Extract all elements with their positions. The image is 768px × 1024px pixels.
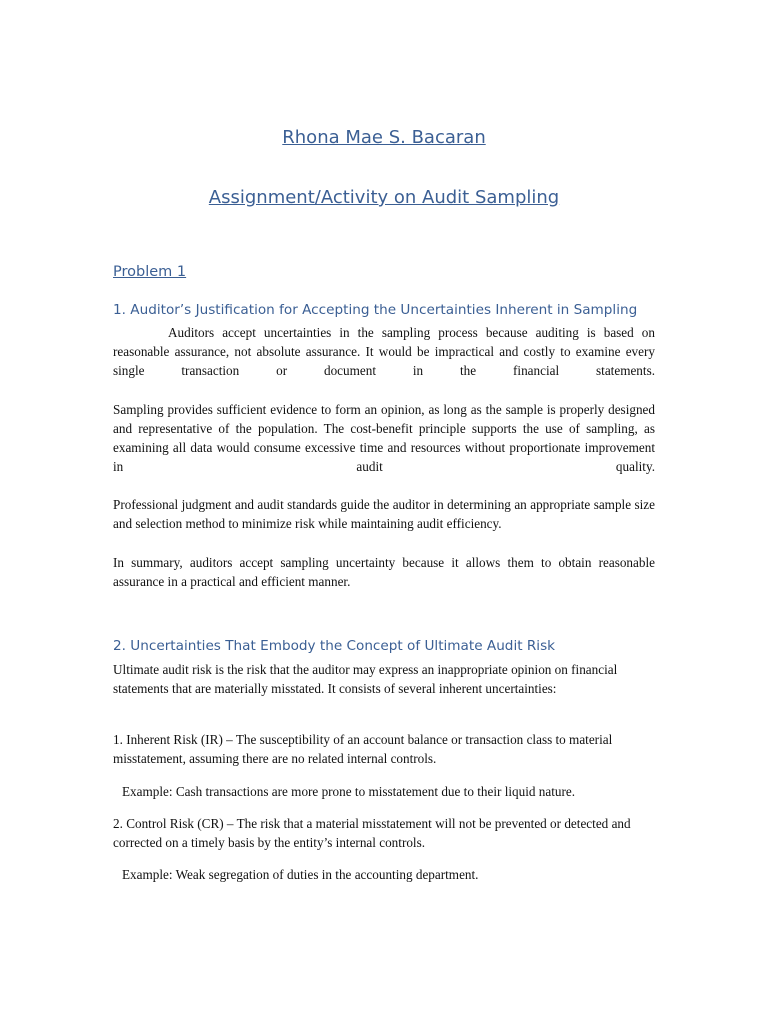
control-risk-example: Example: Weak segregation of duties in the accounting department. bbox=[122, 867, 479, 882]
section-2-heading: 2. Uncertainties That Embody the Concept of Ultimate Audit Risk bbox=[113, 638, 556, 654]
section-1-paragraph-3: Professional judgment and audit standards guide the auditor in determining an appropriate sample size and selection method to minimize risk while maintaining audit efficiency. bbox=[113, 497, 655, 531]
control-risk-item: 2. Control Risk (CR) – The risk that a material misstatement will not be prevented or detected and corrected on a timely basis by the entity’s internal controls. bbox=[113, 816, 631, 850]
section-1-paragraph-2: Sampling provides sufficient evidence to form an opinion, as long as the sample is properly designed and representative of the population. The cost-benefit principle supports the use of sampling, as examining all data would consume excessive time and resources without proportionate improvement in audit quality. bbox=[113, 402, 655, 474]
section-1-paragraph-1: Auditors accept uncertainties in the sampling process because auditing is based on reasonable assurance, not absolute assurance. It would be impractical and costly to examine every single transaction or document in the financial statements. bbox=[113, 325, 655, 378]
section-2-intro: Ultimate audit risk is the risk that the auditor may express an inappropriate opinion on financial statements that are materially misstated. It consists of several inherent uncertainties: bbox=[113, 662, 618, 696]
section-1-paragraph-4: In summary, auditors accept sampling uncertainty because it allows them to obtain reasonable assurance in a practical and efficient manner. bbox=[113, 555, 655, 589]
problem-label: Problem 1 bbox=[113, 264, 187, 280]
inherent-risk-item: 1. Inherent Risk (IR) – The susceptibility of an account balance or transaction class to material misstatement, assuming there are no related internal controls. bbox=[113, 732, 613, 766]
section-1-heading: 1. Auditor’s Justification for Accepting the Uncertainties Inherent in Sampling bbox=[113, 302, 638, 318]
inherent-risk-example: Example: Cash transactions are more prone to misstatement due to their liquid nature. bbox=[122, 784, 576, 799]
document-title: Assignment/Activity on Audit Sampling bbox=[208, 187, 560, 208]
author-name: Rhona Mae S. Bacaran bbox=[282, 127, 486, 148]
